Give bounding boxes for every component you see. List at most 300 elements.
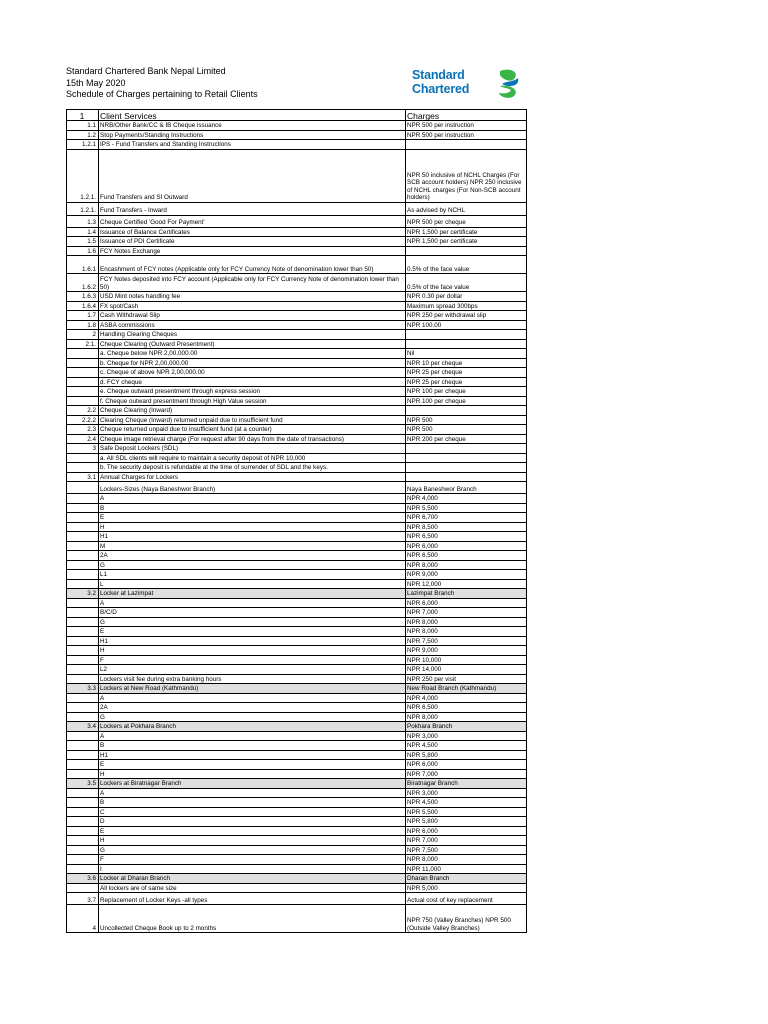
table-row [67, 532, 527, 542]
row-charge-cell: NPR 7,000 [406, 608, 527, 618]
row-description-cell: b. Cheque for NPR 2,00,000.00 [99, 358, 406, 368]
row-description-cell: Handling Clearing Cheques [99, 330, 406, 340]
table-row [67, 731, 527, 741]
row-description-cell: B [99, 503, 406, 513]
table-row [67, 377, 527, 387]
table-row [67, 358, 527, 368]
row-charge-cell: NPR 25 per cheque [406, 368, 527, 378]
row-charge-cell: NPR 5,500 [406, 503, 527, 513]
row-charge-cell: New Road Branch (Kathmandu) [406, 684, 527, 694]
row-charge-cell: NPR 8,000 [406, 560, 527, 570]
row-number-cell [67, 807, 99, 817]
row-description-cell: FX spot/Cash [99, 301, 406, 311]
row-description-cell: E [99, 513, 406, 523]
row-number-cell: 2.1. [67, 339, 99, 349]
table-row [67, 769, 527, 779]
row-description-cell: e. Cheque outward presentment through express session [99, 387, 406, 397]
row-charge-cell: NPR 6,500 [406, 703, 527, 713]
row-description-cell: L2 [99, 665, 406, 675]
table-row [67, 330, 527, 340]
row-number-cell [67, 541, 99, 551]
row-description-cell: d. FCY cheque [99, 377, 406, 387]
row-description-cell: A [99, 598, 406, 608]
row-description-cell: E [99, 826, 406, 836]
table-row [67, 608, 527, 618]
row-description-cell: A [99, 788, 406, 798]
row-number-cell: 1.6.1 [67, 256, 99, 274]
table-row [67, 149, 527, 202]
row-description-cell: C [99, 807, 406, 817]
row-description-cell: Uncollected Cheque Book up to 2 months [99, 905, 406, 933]
row-charge-cell: NPR 6,000 [406, 541, 527, 551]
table-row [67, 874, 527, 884]
table-row [67, 760, 527, 770]
row-description-cell: Safe Deposit Lockers (SDL) [99, 444, 406, 454]
row-description-cell: a. All SDL clients will require to maintain a security deposit of NPR 10,000 [99, 453, 406, 463]
row-number-cell [67, 760, 99, 770]
table-row [67, 349, 527, 359]
row-description-cell: H1 [99, 750, 406, 760]
table-row [67, 140, 527, 150]
row-charge-cell: NPR 1,500 per certificate [406, 227, 527, 237]
table-row [67, 311, 527, 321]
row-charge-cell: NPR 100 per cheque [406, 387, 527, 397]
table-row [67, 320, 527, 330]
row-charge-cell: Nil [406, 349, 527, 359]
row-charge-cell: Dharan Branch [406, 874, 527, 884]
row-description-cell: H [99, 646, 406, 656]
row-number-cell [67, 358, 99, 368]
row-description-cell: Lockers at Pokhara Branch [99, 722, 406, 732]
row-number-cell: 3.6 [67, 874, 99, 884]
document-header [66, 66, 258, 101]
row-charge-cell [406, 246, 527, 256]
row-description-cell: Issuance of PDI Certificate [99, 237, 406, 247]
logo-swirl-icon [496, 68, 522, 100]
row-charge-cell: NPR 6,000 [406, 760, 527, 770]
row-description-cell: B/C/D [99, 608, 406, 618]
row-number-cell [67, 570, 99, 580]
row-description-cell: ASBA commissions [99, 320, 406, 330]
table-row [67, 522, 527, 532]
table-row [67, 246, 527, 256]
row-number-cell [67, 377, 99, 387]
row-number-cell [67, 396, 99, 406]
table-row [67, 817, 527, 827]
row-description-cell: H [99, 836, 406, 846]
row-description-cell: Clearing Cheque (Inward) returned unpaid due to insufficient fund [99, 415, 406, 425]
row-charge-cell: NPR 12,000 [406, 579, 527, 589]
row-charge-cell [406, 140, 527, 150]
row-number-cell [67, 513, 99, 523]
row-number-cell: 1.2 [67, 130, 99, 140]
row-charge-cell: NPR 14,000 [406, 665, 527, 675]
row-description-cell: Locker at Dharan Branch [99, 874, 406, 884]
bank-name: Standard Chartered Bank Nepal Limited [66, 66, 226, 76]
row-charge-cell: NPR 8,000 [406, 627, 527, 637]
table-row [67, 453, 527, 463]
row-charge-cell: Pokhara Branch [406, 722, 527, 732]
row-number-cell [67, 453, 99, 463]
row-charge-cell: NPR 6,000 [406, 598, 527, 608]
row-description-cell: Cheque returned unpaid due to insufficient fund (at a counter) [99, 425, 406, 435]
row-charge-cell: NPR 250 per visit [406, 674, 527, 684]
row-description-cell: Lockers at New Road (Kathmandu) [99, 684, 406, 694]
row-description-cell: Cheque Clearing (Inward) [99, 406, 406, 416]
row-number-cell: 1 [67, 110, 99, 121]
row-number-cell [67, 636, 99, 646]
row-charge-cell: NPR 25 per cheque [406, 377, 527, 387]
row-charge-cell [406, 339, 527, 349]
row-description-cell: L1 [99, 570, 406, 580]
standard-chartered-logo [412, 68, 524, 100]
row-description-cell: Cheque image retrieval charge (For request after 90 days from the date of transactions) [99, 434, 406, 444]
row-number-cell: 1.6.4 [67, 301, 99, 311]
table-row [67, 826, 527, 836]
table-row [67, 215, 527, 227]
table-row [67, 855, 527, 865]
row-number-cell [67, 665, 99, 675]
row-charge-cell [406, 330, 527, 340]
table-row [67, 636, 527, 646]
row-charge-cell: NPR 3,000 [406, 788, 527, 798]
row-description-cell: Cash Withdrawal Slip [99, 311, 406, 321]
row-description-cell: Lockers-Sizes (Naya Baneshwor Branch) [99, 482, 406, 494]
table-row [67, 779, 527, 789]
table-row [67, 712, 527, 722]
row-number-cell [67, 826, 99, 836]
row-description-cell: USD Mint notes handling fee [99, 292, 406, 302]
table-row [67, 387, 527, 397]
row-description-cell: Annual Charges for Lockers [99, 472, 406, 482]
row-number-cell: 2.2.2 [67, 415, 99, 425]
row-number-cell [67, 494, 99, 504]
table-row [67, 434, 527, 444]
row-description-cell: B [99, 798, 406, 808]
table-row [67, 617, 527, 627]
row-charge-cell: NPR 10 per cheque [406, 358, 527, 368]
row-number-cell [67, 579, 99, 589]
row-charge-cell: NPR 500 per cheque [406, 215, 527, 227]
table-row [67, 256, 527, 274]
row-description-cell: Locker at Lazimpat [99, 589, 406, 599]
table-row [67, 513, 527, 523]
table-row [67, 463, 527, 473]
table-row [67, 845, 527, 855]
row-description-cell: Lockers visit fee during extra banking hours [99, 674, 406, 684]
table-row [67, 674, 527, 684]
table-row [67, 693, 527, 703]
row-number-cell [67, 387, 99, 397]
table-row [67, 798, 527, 808]
row-description-cell: a. Cheque below NPR 2,00,000.00 [99, 349, 406, 359]
logo-wordmark [412, 68, 469, 96]
row-description-cell: b. The security deposit is refundable at the time of surrender of SDL and the keys. [99, 463, 406, 473]
row-charge-cell: NPR 4,500 [406, 741, 527, 751]
row-number-cell: 1.2.1. [67, 149, 99, 202]
row-charge-cell: NPR 200 per cheque [406, 434, 527, 444]
row-charge-cell: NPR 6,700 [406, 513, 527, 523]
row-description-cell: 2A [99, 703, 406, 713]
row-charge-cell: NPR 8,000 [406, 855, 527, 865]
row-number-cell [67, 703, 99, 713]
row-description-cell: A [99, 494, 406, 504]
row-number-cell [67, 532, 99, 542]
row-number-cell [67, 598, 99, 608]
row-charge-cell: NPR 0.30 per dollar [406, 292, 527, 302]
row-charge-cell: Actual cost of key replacement [406, 893, 527, 905]
row-number-cell: 3.1 [67, 472, 99, 482]
table-row [67, 741, 527, 751]
row-description-cell: E [99, 760, 406, 770]
table-row [67, 444, 527, 454]
row-number-cell: 2.3 [67, 425, 99, 435]
row-charge-cell: NPR 5,000 [406, 883, 527, 893]
row-description-cell: M [99, 541, 406, 551]
row-charge-cell: Charges [406, 110, 527, 121]
row-charge-cell: NPR 100.00 [406, 320, 527, 330]
row-number-cell: 3 [67, 444, 99, 454]
row-number-cell [67, 712, 99, 722]
row-charge-cell: NPR 5,800 [406, 750, 527, 760]
table-row [67, 570, 527, 580]
row-description-cell: L [99, 579, 406, 589]
row-charge-cell: NPR 4,000 [406, 494, 527, 504]
row-number-cell: 2 [67, 330, 99, 340]
row-charge-cell: NPR 100 per cheque [406, 396, 527, 406]
table-row [67, 560, 527, 570]
row-number-cell: 2.2 [67, 406, 99, 416]
row-description-cell: H [99, 522, 406, 532]
row-number-cell [67, 522, 99, 532]
row-charge-cell: 0.5% of the face value [406, 256, 527, 274]
row-charge-cell: NPR 500 per instruction [406, 130, 527, 140]
row-number-cell [67, 864, 99, 874]
row-number-cell: 3.4 [67, 722, 99, 732]
row-charge-cell: As advised by NCHL [406, 202, 527, 215]
row-charge-cell: Maximum spread 300bps [406, 301, 527, 311]
row-description-cell: Cheque Clearing (Outward Presentment) [99, 339, 406, 349]
row-description-cell: H1 [99, 636, 406, 646]
table-row [67, 579, 527, 589]
row-description-cell: F [99, 855, 406, 865]
row-charge-cell: NPR 750 (Valley Branches) NPR 500 (Outside Valley Branches) [406, 905, 527, 933]
table-row [67, 274, 527, 292]
row-number-cell [67, 655, 99, 665]
row-charge-cell: NPR 3,000 [406, 731, 527, 741]
row-description-cell: B [99, 741, 406, 751]
row-description-cell: D [99, 817, 406, 827]
row-charge-cell: NPR 4,000 [406, 693, 527, 703]
row-charge-cell: NPR 6,000 [406, 826, 527, 836]
row-charge-cell: NPR 500 [406, 415, 527, 425]
row-charge-cell: NPR 8,000 [406, 712, 527, 722]
row-number-cell: 4 [67, 905, 99, 933]
row-description-cell: Encashment of FCY notes (Applicable only for FCY Currency Note of denomination lower than 50) [99, 256, 406, 274]
row-description-cell: E [99, 627, 406, 637]
row-charge-cell: NPR 500 per instruction [406, 121, 527, 131]
row-charge-cell: NPR 250 per withdrawal slip [406, 311, 527, 321]
table-row [67, 541, 527, 551]
table-row [67, 368, 527, 378]
table-row [67, 722, 527, 732]
row-number-cell: 3.3 [67, 684, 99, 694]
row-charge-cell: NPR 6,500 [406, 551, 527, 561]
row-description-cell: FCY Notes Exchange [99, 246, 406, 256]
table-row [67, 893, 527, 905]
table-row [67, 551, 527, 561]
row-number-cell [67, 617, 99, 627]
row-description-cell: IPS - Fund Transfers and Standing Instructions [99, 140, 406, 150]
row-number-cell [67, 836, 99, 846]
row-charge-cell [406, 444, 527, 454]
row-number-cell [67, 731, 99, 741]
row-description-cell: f. Cheque outward presentment through High Value session [99, 396, 406, 406]
row-number-cell: 1.8 [67, 320, 99, 330]
table-row [67, 237, 527, 247]
row-number-cell: 3.5 [67, 779, 99, 789]
row-number-cell [67, 349, 99, 359]
table-row [67, 301, 527, 311]
table-row [67, 482, 527, 494]
table-header-row [67, 110, 527, 121]
table-row [67, 227, 527, 237]
row-number-cell [67, 769, 99, 779]
row-number-cell: 1.7 [67, 311, 99, 321]
row-description-cell: Lockers at Biratnagar Branch [99, 779, 406, 789]
row-charge-cell: NPR 5,800 [406, 817, 527, 827]
table-row [67, 598, 527, 608]
table-row [67, 627, 527, 637]
row-charge-cell: NPR 9,000 [406, 570, 527, 580]
row-number-cell [67, 741, 99, 751]
row-number-cell [67, 368, 99, 378]
row-description-cell: c. Cheque of above NPR 2,00,000.00 [99, 368, 406, 378]
row-description-cell: A [99, 693, 406, 703]
logo-line-1: Standard [412, 68, 465, 82]
logo-line-2: Chartered [412, 82, 470, 96]
document-subtitle: Schedule of Charges pertaining to Retail Clients [66, 89, 258, 99]
table-row [67, 202, 527, 215]
row-number-cell [67, 845, 99, 855]
row-description-cell: Cheque Certified 'Good For Payment' [99, 215, 406, 227]
row-charge-cell: Naya Baneshwor Branch [406, 482, 527, 494]
row-description-cell: Issuance of Balance Certificates [99, 227, 406, 237]
table-row [67, 130, 527, 140]
table-row [67, 339, 527, 349]
row-description-cell: NRB/Other Bank/CC & IB Cheque issuance [99, 121, 406, 131]
table-row [67, 836, 527, 846]
row-charge-cell: NPR 1,500 per certificate [406, 237, 527, 247]
table-row [67, 684, 527, 694]
row-number-cell [67, 674, 99, 684]
table-row [67, 646, 527, 656]
row-number-cell: 1.2.1. [67, 202, 99, 215]
row-number-cell [67, 855, 99, 865]
row-number-cell [67, 551, 99, 561]
row-description-cell: F [99, 655, 406, 665]
charges-table [66, 109, 527, 933]
document-date: 15th May 2020 [66, 77, 126, 88]
row-number-cell: 1.4 [67, 227, 99, 237]
row-charge-cell: NPR 5,500 [406, 807, 527, 817]
row-description-cell: G [99, 560, 406, 570]
table-row [67, 750, 527, 760]
row-number-cell [67, 482, 99, 494]
row-number-cell [67, 817, 99, 827]
row-description-cell: H [99, 769, 406, 779]
row-number-cell [67, 646, 99, 656]
row-charge-cell: NPR 4,500 [406, 798, 527, 808]
row-description-cell: I [99, 864, 406, 874]
row-charge-cell: NPR 7,000 [406, 836, 527, 846]
table-row [67, 494, 527, 504]
table-row [67, 655, 527, 665]
row-charge-cell: NPR 7,000 [406, 769, 527, 779]
row-number-cell: 1.5 [67, 237, 99, 247]
table-row [67, 665, 527, 675]
row-charge-cell [406, 472, 527, 482]
row-charge-cell: NPR 9,000 [406, 646, 527, 656]
row-number-cell: 1.3 [67, 215, 99, 227]
row-charge-cell [406, 406, 527, 416]
row-description-cell: Replacement of Locker Keys -all types [99, 893, 406, 905]
row-number-cell [67, 503, 99, 513]
row-charge-cell: Biratnagar Branch [406, 779, 527, 789]
row-number-cell: 1.1 [67, 121, 99, 131]
row-charge-cell: 0.5% of the face value [406, 274, 527, 292]
row-number-cell [67, 883, 99, 893]
row-number-cell [67, 750, 99, 760]
row-description-cell: All lockers are of same size [99, 883, 406, 893]
row-charge-cell: NPR 8,000 [406, 617, 527, 627]
row-number-cell [67, 627, 99, 637]
row-charge-cell: NPR 7,500 [406, 845, 527, 855]
table-row [67, 788, 527, 798]
row-charge-cell: NPR 8,500 [406, 522, 527, 532]
row-description-cell: Client Services [99, 110, 406, 121]
row-number-cell [67, 798, 99, 808]
row-description-cell: FCY Notes deposited into FCY account (Applicable only for FCY Currency Note of denomination lower than 50) [99, 274, 406, 292]
table-row [67, 883, 527, 893]
row-charge-cell: NPR 7,500 [406, 636, 527, 646]
row-number-cell: 3.2 [67, 589, 99, 599]
row-description-cell: Fund Transfers - Inward [99, 202, 406, 215]
row-charge-cell: NPR 6,500 [406, 532, 527, 542]
table-row [67, 415, 527, 425]
row-number-cell [67, 560, 99, 570]
row-number-cell: 1.2.1 [67, 140, 99, 150]
table-row [67, 292, 527, 302]
row-description-cell: G [99, 712, 406, 722]
table-row [67, 864, 527, 874]
row-number-cell: 1.6.2 [67, 274, 99, 292]
row-charge-cell [406, 463, 527, 473]
row-description-cell: Stop Payments/Standing Instructions [99, 130, 406, 140]
row-charge-cell [406, 453, 527, 463]
table-row [67, 703, 527, 713]
row-description-cell: Fund Transfers and SI Outward [99, 149, 406, 202]
table-row [67, 807, 527, 817]
row-number-cell: 2.4 [67, 434, 99, 444]
row-description-cell: G [99, 845, 406, 855]
row-number-cell [67, 788, 99, 798]
row-number-cell: 3.7 [67, 893, 99, 905]
row-charge-cell: NPR 11,000 [406, 864, 527, 874]
row-charge-cell: NPR 10,000 [406, 655, 527, 665]
table-row [67, 905, 527, 933]
row-description-cell: G [99, 617, 406, 627]
